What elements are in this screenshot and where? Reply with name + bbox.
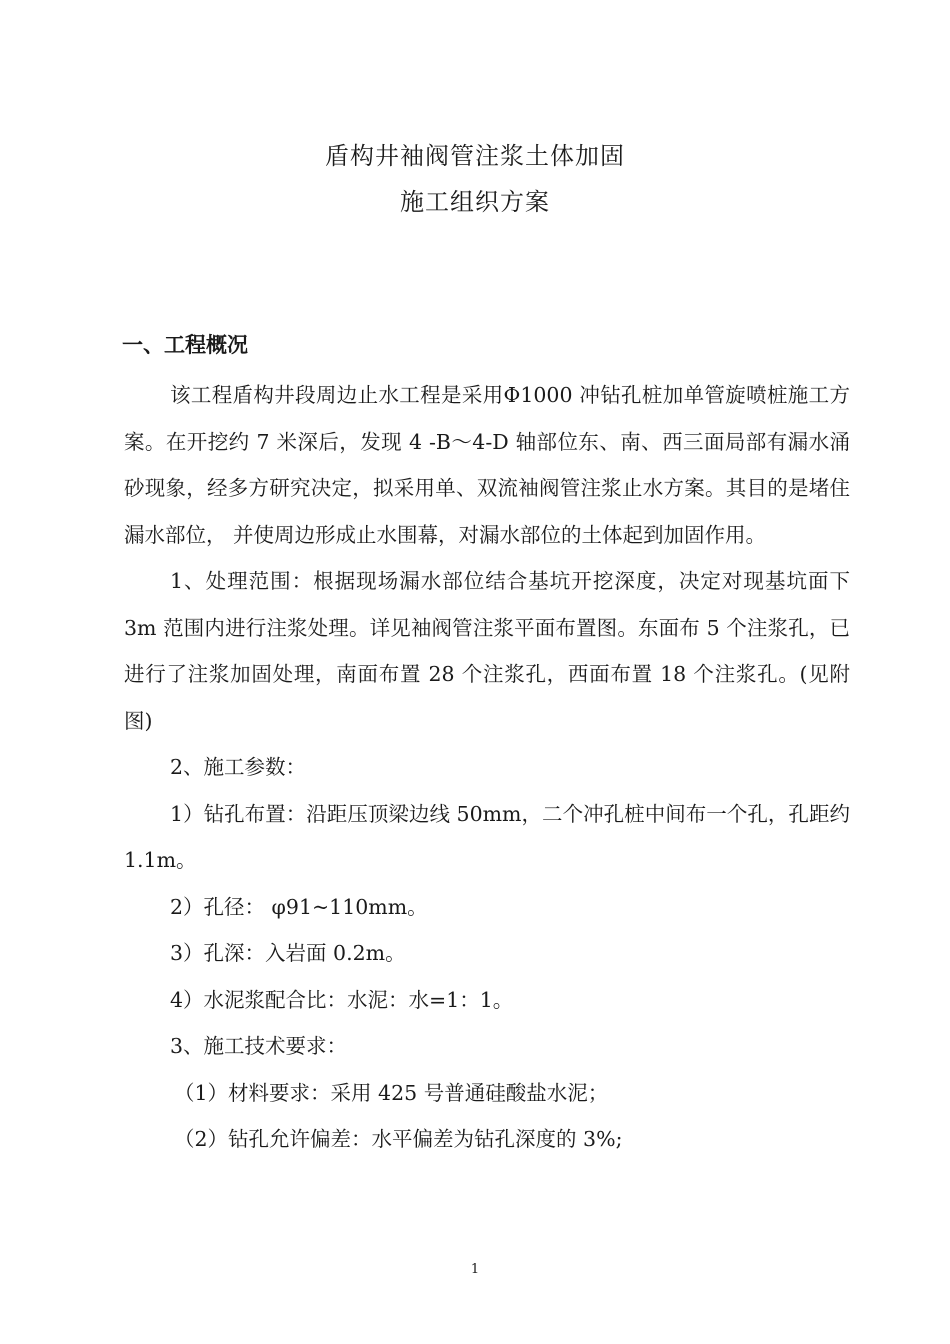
section-heading-overview: 一、工程概况: [122, 333, 248, 357]
document-title-line-1: 盾构井袖阀管注浆土体加固: [325, 142, 625, 170]
paragraph-material-requirements: （1）材料要求：采用 425 号普通硅酸盐水泥；: [174, 1080, 609, 1105]
paragraph-construction-parameters: 2、施工参数：: [170, 755, 307, 779]
paragraph-hole-diameter: 2）孔径： φ91~110mm。: [170, 894, 428, 919]
paragraph-mix-ratio: 4）水泥浆配合比：水泥：水=1：1。: [170, 987, 514, 1012]
document-body: [124, 372, 850, 1163]
paragraph-hole-depth: 3）孔深：入岩面 0.2m。: [170, 941, 406, 965]
paragraph-technical-requirements: 3、施工技术要求：: [170, 1034, 348, 1058]
page-number: 1: [470, 1262, 480, 1277]
document-title-line-2: 施工组织方案: [400, 188, 550, 216]
paragraph-drilling-tolerance: （2）钻孔允许偏差：水平偏差为钻孔深度的 3%;: [174, 1127, 623, 1151]
paragraph-drill-layout: 1）钻孔布置：沿距压顶梁边线 50mm，二个冲孔桩中间布一个孔，孔距约 1.1m。: [124, 801, 850, 872]
paragraph-treatment-scope: 1、处理范围：根据现场漏水部位结合基坑开挖深度，决定对现基坑面下 3m 范围内进行注浆处理。详见袖阀管注浆平面布置图。东面布 5 个注浆孔，已进行了注浆加固处理，南面布置 28 个注浆孔，西面布置 18 个注浆孔。(见附图): [124, 569, 850, 733]
paragraph-project-overview: 该工程盾构井段周边止水工程是采用Φ1000 冲钻孔桩加单管旋喷桩施工方案。在开挖约 7 米深后，发现 4 -B～4-D 轴部位东、南、西三面局部有漏水涌砂现象，经多方研究决定，拟采用单、双流袖阀管注浆止水方案。其目的是堵住漏水部位， 并使周边形成止水围幕，对漏水部位的土体起到加固作用。: [124, 383, 850, 547]
